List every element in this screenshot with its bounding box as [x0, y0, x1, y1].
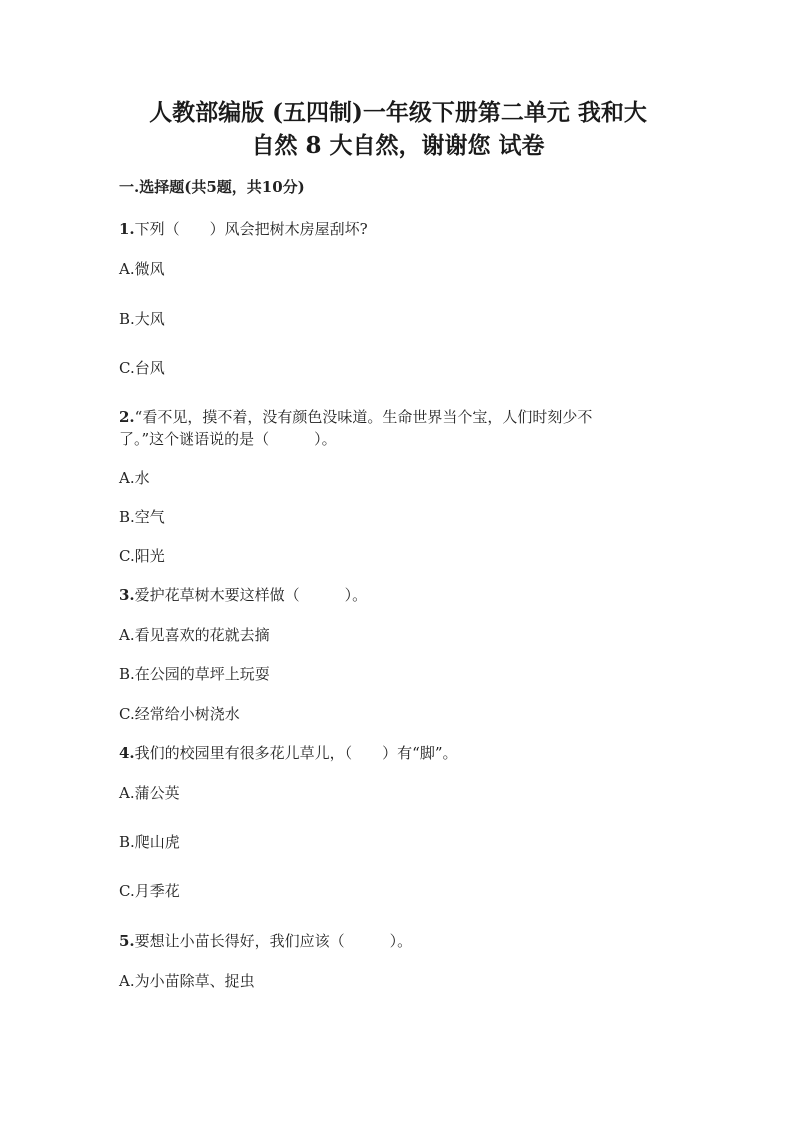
document-title-line2: 自然 8 大自然，谢谢您 试卷	[251, 132, 545, 159]
question-number: 1.	[119, 220, 135, 238]
option-3b: B.在公园的草坪上玩耍	[119, 665, 270, 683]
question-number: 5.	[119, 932, 135, 950]
option-4a: A.蒲公英	[119, 784, 180, 802]
option-5a: A.为小苗除草、捉虫	[119, 972, 255, 990]
question-5	[119, 930, 412, 951]
question-number: 3.	[119, 586, 135, 604]
option-4c: C.月季花	[119, 882, 180, 900]
question-1	[119, 218, 368, 239]
question-3	[119, 584, 367, 605]
option-3a: A.看见喜欢的花就去摘	[119, 626, 270, 644]
section-heading: 一.选择题(共5题，共10分)	[119, 178, 305, 196]
option-3c: C.经常给小树浇水	[119, 705, 240, 723]
question-2	[119, 406, 592, 427]
question-4	[119, 742, 458, 763]
option-1a: A.微风	[119, 260, 165, 278]
option-1b: B.大风	[119, 310, 165, 328]
question-text: 我们的校园里有很多花儿草儿，（ ）有“脚”。	[134, 744, 458, 762]
document-title-line1: 人教部编版 (五四制)一年级下册第二单元 我和大	[149, 99, 647, 126]
question-text: 要想让小苗长得好，我们应该（ ）。	[134, 932, 413, 950]
option-1c: C.台风	[119, 359, 165, 377]
option-2c: C.阳光	[119, 547, 165, 565]
question-number: 2.	[119, 408, 135, 426]
question-number: 4.	[119, 744, 135, 762]
option-2a: A.水	[119, 469, 150, 487]
question-text: 爱护花草树木要这样做（ ）。	[134, 586, 368, 604]
question-text-line1: “看不见，摸不着，没有颜色没味道。生命世界当个宝，人们时刻少不	[134, 408, 593, 426]
option-4b: B.爬山虎	[119, 833, 180, 851]
option-2b: B.空气	[119, 508, 165, 526]
question-text: 下列（ ）风会把树木房屋刮坏?	[134, 220, 368, 238]
question-2-line2: 了。”这个谜语说的是（ ）。	[119, 430, 337, 448]
